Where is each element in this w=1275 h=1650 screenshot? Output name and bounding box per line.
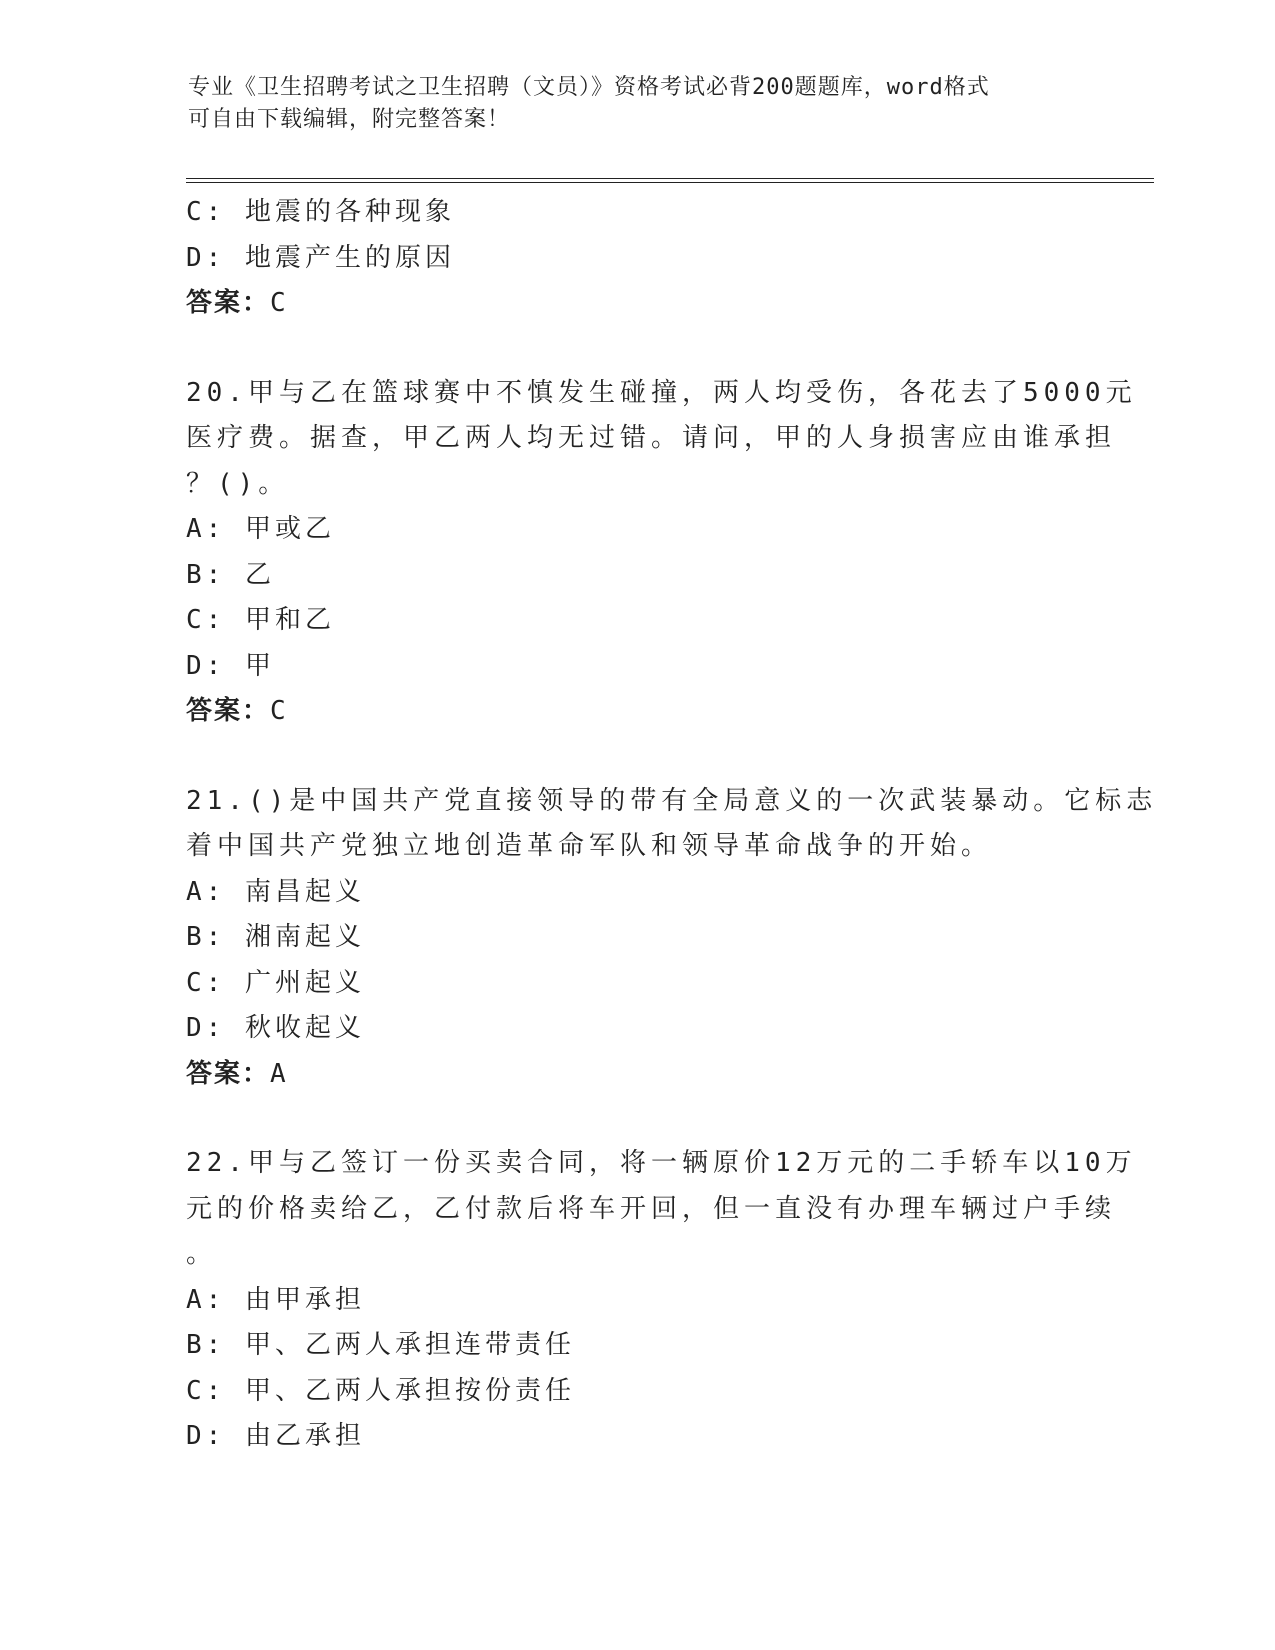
option-a: A: 南昌起义 bbox=[186, 876, 365, 907]
option-d: D: 秋收起义 bbox=[186, 1013, 365, 1043]
stem-line: ？()。 bbox=[186, 468, 290, 499]
option-d: D: 由乙承担 bbox=[186, 1421, 365, 1451]
answer-value: C bbox=[270, 288, 288, 318]
answer-label: 答案： bbox=[186, 288, 271, 318]
answer-value: A bbox=[270, 1058, 288, 1089]
answer-line bbox=[186, 281, 1086, 327]
question-22 bbox=[186, 1141, 1137, 1460]
option-c: C: 广州起义 bbox=[186, 967, 365, 998]
header-title-line-2: 可自由下载编辑，附完整答案！ bbox=[188, 107, 511, 132]
option-b: B: 乙 bbox=[186, 559, 275, 590]
option-b: B: 湘南起义 bbox=[186, 922, 365, 952]
header-title-line-1: 专业《卫生招聘考试之卫生招聘（文员）》资格考试必背200题题库，word格式 bbox=[188, 75, 990, 100]
option-c: C: 甲和乙 bbox=[186, 605, 335, 635]
stem-line: 20.甲与乙在篮球赛中不慎发生碰撞，两人均受伤，各花去了5000元 bbox=[186, 377, 1137, 408]
option-d: D: 地震产生的原因 bbox=[186, 242, 455, 273]
question-stem bbox=[186, 1141, 1137, 1278]
stem-line: 医疗费。据查，甲乙两人均无过错。请问，甲的人身损害应由谁承担 bbox=[186, 423, 1117, 453]
stem-line: 元的价格卖给乙，乙付款后将车开回，但一直没有办理车辆过户手续 bbox=[186, 1193, 1117, 1224]
option-d: D: 甲 bbox=[186, 650, 275, 681]
header-double-rule bbox=[186, 178, 1154, 183]
option-c: C: 地震的各种现象 bbox=[186, 197, 455, 227]
stem-line: 21.()是中国共产党直接领导的带有全局意义的一次武装暴动。它标志 bbox=[186, 785, 1158, 816]
stem-line: 22.甲与乙签订一份买卖合同，将一辆原价12万元的二手轿车以10万 bbox=[186, 1148, 1137, 1178]
stem-line: 着中国共产党独立地创造革命军队和领导革命战争的开始。 bbox=[186, 831, 993, 861]
answer-value: C bbox=[270, 696, 288, 726]
question-stem bbox=[186, 779, 1158, 870]
answer-label: 答案： bbox=[186, 696, 271, 726]
stem-line: 。 bbox=[186, 1239, 218, 1269]
question-19-continued bbox=[186, 190, 1086, 327]
question-content bbox=[186, 190, 1158, 1460]
option-c: C: 甲、乙两人承担按份责任 bbox=[186, 1375, 575, 1406]
option-a: A: 甲或乙 bbox=[186, 514, 335, 544]
answer-line bbox=[186, 1052, 1086, 1098]
question-stem bbox=[186, 371, 1137, 508]
option-a: A: 由甲承担 bbox=[186, 1284, 365, 1315]
option-b: B: 甲、乙两人承担连带责任 bbox=[186, 1330, 575, 1360]
question-21 bbox=[186, 779, 1158, 1098]
answer-label: 答案： bbox=[186, 1058, 271, 1089]
question-20 bbox=[186, 371, 1137, 735]
answer-line bbox=[186, 689, 1086, 735]
document-header bbox=[188, 72, 1068, 136]
